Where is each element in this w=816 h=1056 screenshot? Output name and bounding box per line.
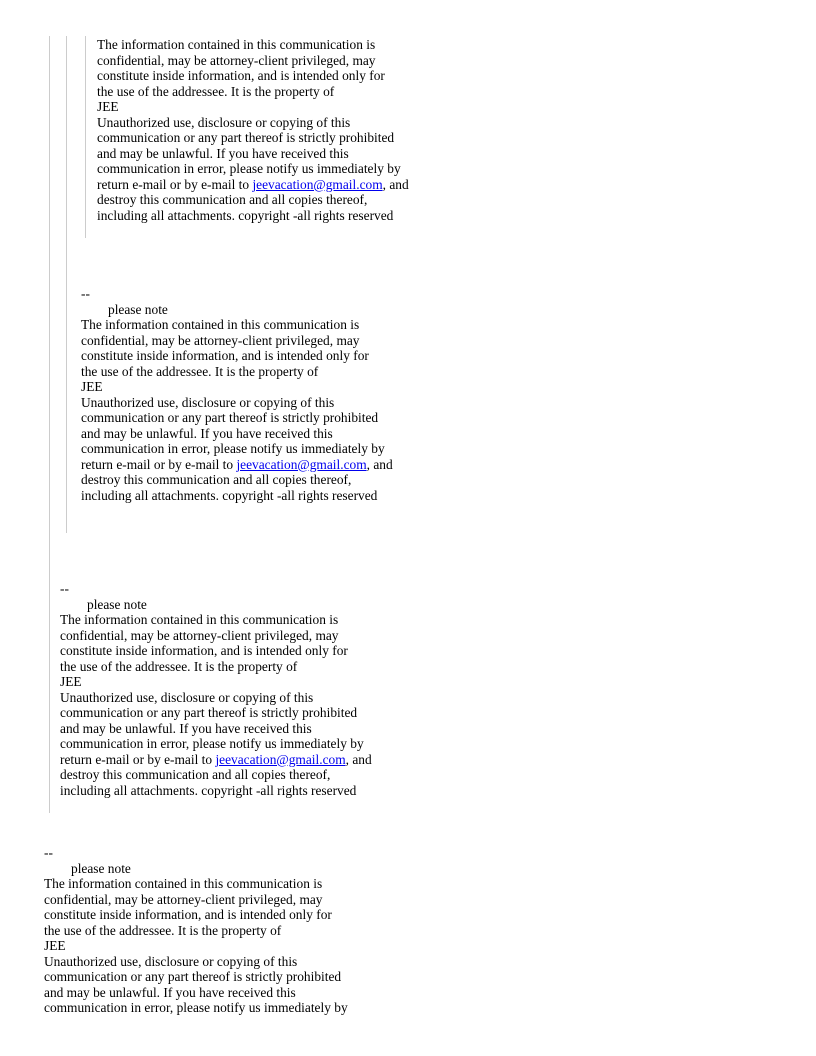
disclaimer-line: JEE xyxy=(97,99,119,114)
disclaimer-line: and may be unlawful. If you have received this xyxy=(44,984,296,1000)
email-link[interactable]: jeevacation@gmail.com xyxy=(236,456,367,472)
disclaimer-line: communication or any part thereof is strictly prohibited xyxy=(44,969,342,984)
disclaimer-line: communication or any part thereof is strictly prohibited xyxy=(81,410,379,425)
quote-border-middle xyxy=(66,36,67,533)
disclaimer-line: confidential, may be attorney-client privileged, may xyxy=(81,332,360,348)
signature-top-level xyxy=(44,845,348,1016)
please-note-text: please note xyxy=(71,860,131,876)
quoted-disclaimer-level-3 xyxy=(97,37,409,223)
disclaimer-line: confidential, may be attorney-client privileged, may xyxy=(60,627,339,643)
disclaimer-line: including all attachments. copyright -all rights reserved xyxy=(81,487,378,503)
disclaimer-line: and may be unlawful. If you have received this xyxy=(81,425,333,441)
disclaimer-line: The information contained in this communication is xyxy=(44,876,323,891)
quoted-signature-level-2 xyxy=(81,286,393,503)
email-line: return e-mail or by e-mail to jeevacation@gmail.com, and xyxy=(81,456,393,472)
disclaimer-line: JEE xyxy=(81,379,103,394)
disclaimer-line: including all attachments. copyright -all rights reserved xyxy=(97,207,394,223)
email-link[interactable]: jeevacation@gmail.com xyxy=(215,751,346,767)
disclaimer-line: communication in error, please notify us immediately by xyxy=(44,1000,348,1015)
disclaimer-line: constitute inside information, and is intended only for xyxy=(97,68,385,83)
disclaimer-line: constitute inside information, and is intended only for xyxy=(44,907,332,922)
disclaimer-line: Unauthorized use, disclosure or copying of this xyxy=(60,689,314,705)
disclaimer-line: and may be unlawful. If you have received this xyxy=(97,145,349,161)
signature-separator: -- xyxy=(44,845,53,860)
disclaimer-line: Unauthorized use, disclosure or copying of this xyxy=(44,953,298,969)
disclaimer-line: the use of the addressee. It is the property of xyxy=(81,363,319,379)
disclaimer-line: The information contained in this communication is xyxy=(97,37,376,52)
disclaimer-line: the use of the addressee. It is the property of xyxy=(44,922,282,938)
disclaimer-line: constitute inside information, and is intended only for xyxy=(81,348,369,363)
disclaimer-line: the use of the addressee. It is the property of xyxy=(97,83,335,99)
please-note-text: please note xyxy=(108,301,168,317)
disclaimer-line: confidential, may be attorney-client privileged, may xyxy=(44,891,323,907)
email-line: return e-mail or by e-mail to jeevacation@gmail.com, and xyxy=(97,176,409,192)
disclaimer-line: communication or any part thereof is strictly prohibited xyxy=(97,130,395,145)
disclaimer-line: communication in error, please notify us immediately by xyxy=(60,736,364,751)
please-note-text: please note xyxy=(87,596,147,612)
disclaimer-line: destroy this communication and all copies thereof, xyxy=(97,192,368,207)
disclaimer-line: communication in error, please notify us immediately by xyxy=(81,441,385,456)
quoted-signature-level-1 xyxy=(60,581,372,798)
quote-border-outer xyxy=(49,36,50,813)
disclaimer-line: communication in error, please notify us immediately by xyxy=(97,161,401,176)
email-line: return e-mail or by e-mail to jeevacation@gmail.com, and xyxy=(60,751,372,767)
disclaimer-line: JEE xyxy=(60,674,82,689)
disclaimer-line: including all attachments. copyright -all rights reserved xyxy=(60,782,357,798)
disclaimer-line: the use of the addressee. It is the property of xyxy=(60,658,298,674)
disclaimer-line: destroy this communication and all copies thereof, xyxy=(81,472,352,487)
disclaimer-line: and may be unlawful. If you have received this xyxy=(60,720,312,736)
disclaimer-line: JEE xyxy=(44,938,66,953)
disclaimer-line: The information contained in this communication is xyxy=(81,317,360,332)
disclaimer-line: The information contained in this communication is xyxy=(60,612,339,627)
disclaimer-line: Unauthorized use, disclosure or copying of this xyxy=(97,114,351,130)
disclaimer-line: Unauthorized use, disclosure or copying of this xyxy=(81,394,335,410)
disclaimer-line: constitute inside information, and is intended only for xyxy=(60,643,348,658)
disclaimer-line: communication or any part thereof is strictly prohibited xyxy=(60,705,358,720)
quote-border-inner xyxy=(85,36,86,238)
email-link[interactable]: jeevacation@gmail.com xyxy=(252,176,383,192)
signature-separator: -- xyxy=(60,581,69,596)
disclaimer-line: destroy this communication and all copies thereof, xyxy=(60,767,331,782)
signature-separator: -- xyxy=(81,286,90,301)
disclaimer-line: confidential, may be attorney-client privileged, may xyxy=(97,52,376,68)
